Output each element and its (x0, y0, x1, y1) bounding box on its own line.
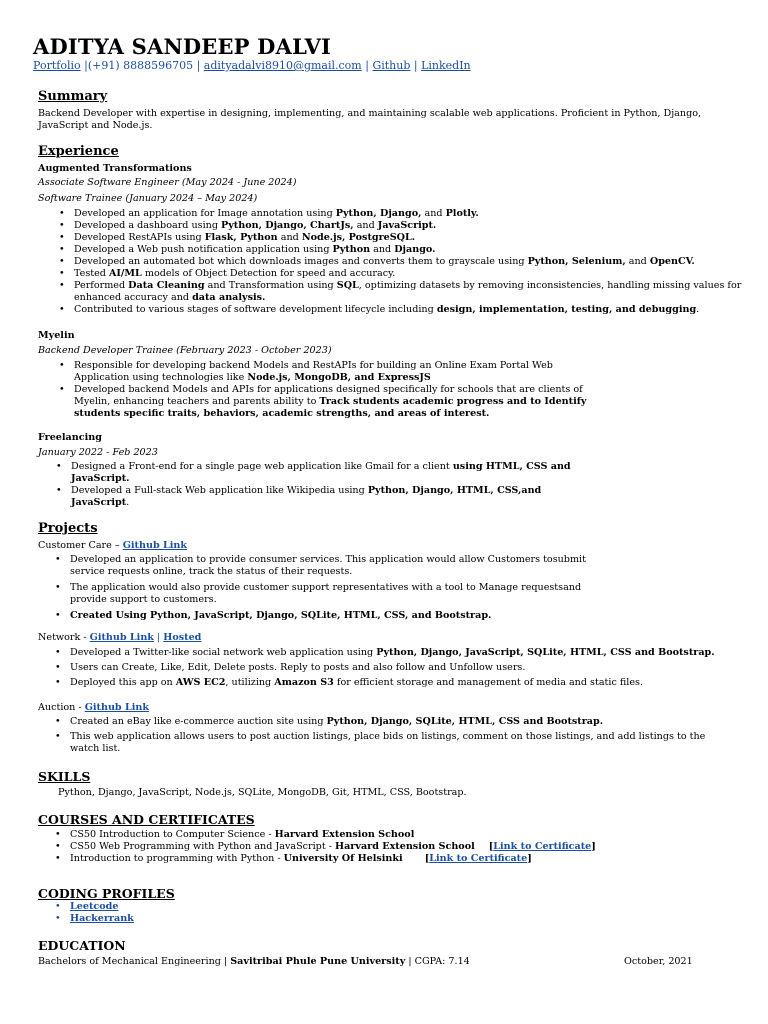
separator: | (193, 59, 204, 72)
phone-number: (+91) 8888596705 (87, 59, 194, 72)
list-item: • CS50 Introduction to Computer Science - Harvard Extension School (55, 829, 415, 840)
summary-line-1: Backend Developer with expertise in designing, implementing, and maintaining scalable web applications. Proficient in Python, Django, (38, 108, 702, 119)
list-item-continuation: provide support to customers. (70, 594, 217, 605)
list-item: • Developed an application to provide consumer services. This application would allow Customers tosubmit (55, 554, 586, 565)
list-item: • The application would also provide customer support representatives with a tool to Manage requestsand (55, 582, 582, 593)
certificate-link-python[interactable]: Link to Certificate (429, 853, 528, 864)
coding-profiles-list (55, 901, 134, 925)
project-network-title: Network - Github Link | Hosted (38, 632, 202, 643)
list-item: • Created Using Python, JavaScript, Django, SQLite, HTML, CSS, and Bootstrap. (55, 610, 492, 621)
list-item: • Developed an application for Image annotation using Python, Django, and Plotly. (59, 208, 479, 219)
role-associate-engineer: Associate Software Engineer (May 2024 - June 2024) (38, 177, 297, 188)
auction-github-link[interactable]: Github Link (84, 702, 149, 713)
list-item: • Users can Create, Like, Edit, Delete posts. Reply to posts and also follow and Unfollow users. (55, 662, 526, 673)
project-customer-care-title: Customer Care – Github Link (38, 540, 187, 551)
certificate-link-web[interactable]: Link to Certificate (493, 841, 592, 852)
list-item: • Developed an automated bot which downloads images and converts them to grayscale using Python, Selenium, and OpenCV. (59, 256, 695, 267)
separator: | (80, 59, 88, 72)
skills-list: Python, Django, JavaScript, Node.js, SQLite, MongoDB, Git, HTML, CSS, Bootstrap. (58, 787, 467, 798)
linkedin-link[interactable]: LinkedIn (421, 59, 471, 72)
network-bullets (55, 647, 715, 689)
projects-heading: Projects (38, 521, 98, 536)
list-item-continuation: Myelin, enhancing teachers and parents ability to Track students academic progress and to Identify (74, 396, 587, 407)
list-item: • Designed a Front-end for a single page web application like Gmail for a client using HTML, CSS and (56, 461, 571, 472)
role-software-trainee: Software Trainee (January 2024 – May 2024) (38, 193, 258, 204)
courses-heading: COURSES AND CERTIFICATES (38, 812, 255, 827)
customer-care-github-link[interactable]: Github Link (122, 540, 187, 551)
list-item-continuation: JavaScript. (71, 497, 130, 508)
list-item: • Created an eBay like e-commerce auction site using Python, Django, SQLite, HTML, CSS and Bootstrap. (55, 716, 604, 727)
list-item: • Hackerrank (55, 913, 134, 924)
list-item: • Developed a dashboard using Python, Django, ChartJs, and JavaScript. (59, 220, 437, 231)
hackerrank-link[interactable]: Hackerrank (70, 913, 134, 924)
list-item: • Developed RestAPIs using Flask, Python and Node.js, PostgreSQL. (59, 232, 416, 243)
education-line: Bachelors of Mechanical Engineering | Savitribai Phule Pune University | CGPA: 7.14 (38, 956, 470, 967)
separator: | (410, 59, 422, 72)
list-item-continuation: enhanced accuracy and data analysis. (74, 292, 266, 303)
company-augmented: Augmented Transformations (38, 163, 192, 174)
education-heading: EDUCATION (38, 938, 126, 953)
coding-profiles-heading: CODING PROFILES (38, 886, 175, 901)
freelancing-bullets (56, 461, 571, 509)
list-item: • Developed a Full-stack Web application like Wikipedia using Python, Django, HTML, CSS,and (56, 485, 542, 496)
github-link[interactable]: Github (372, 59, 411, 72)
augmented-bullets (59, 208, 742, 316)
list-item: • This web application allows users to post auction listings, place bids on listings, comment on those listings, and add listings to the (55, 731, 706, 742)
summary-heading: Summary (38, 89, 108, 104)
list-item-continuation: service requests online, track the status of their requests. (70, 566, 353, 577)
network-hosted-link[interactable]: Hosted (163, 632, 202, 643)
list-item-continuation: JavaScript. (71, 473, 130, 484)
customer-care-bullets (55, 554, 586, 622)
list-item: • Deployed this app on AWS EC2, utilizing Amazon S3 for efficient storage and management of media and static files. (55, 677, 644, 688)
list-item: • Developed a Web push notification application using Python and Django. (59, 244, 436, 255)
list-item-continuation: watch list. (70, 743, 121, 754)
myelin-bullets (59, 360, 587, 420)
list-item: • Contributed to various stages of software development lifecycle including design, implementation, testing, and debugging. (59, 304, 700, 315)
network-github-link[interactable]: Github Link (89, 632, 154, 643)
experience-heading: Experience (38, 144, 119, 159)
list-item: • Performed Data Cleaning and Transformation using SQL, optimizing datasets by removing inconsistencies, handling missing values for (59, 280, 742, 291)
candidate-name: ADITYA SANDEEP DALVI (33, 34, 332, 59)
role-freelancing: January 2022 - Feb 2023 (38, 447, 158, 458)
auction-bullets (55, 716, 706, 755)
email-link[interactable]: adityadalvi8910@gmail.com (203, 59, 362, 72)
list-item: • Tested AI/ML models of Object Detection for speed and accuracy. (59, 268, 396, 279)
role-backend-trainee: Backend Developer Trainee (February 2023 - October 2023) (38, 345, 332, 356)
list-item-continuation: Application using technologies like Node.js, MongoDB, and ExpressJS (74, 372, 431, 383)
leetcode-link[interactable]: Leetcode (70, 901, 119, 912)
company-myelin: Myelin (38, 330, 75, 341)
list-item-continuation: students specific traits, behaviors, academic strengths, and areas of interest. (74, 408, 490, 419)
portfolio-link[interactable]: Portfolio (33, 59, 81, 72)
list-item: • Leetcode (55, 901, 119, 912)
skills-heading: SKILLS (38, 769, 91, 784)
contact-line (33, 59, 471, 72)
list-item: • Introduction to programming with Python - University Of Helsinki [Link to Certificate] (55, 853, 532, 864)
list-item: • Responsible for developing backend Models and RestAPIs for building an Online Exam Portal Web (59, 360, 553, 371)
courses-list (55, 829, 596, 865)
list-item: • Developed backend Models and APIs for applications designed specifically for schools that are clients of (59, 384, 583, 395)
project-auction-title: Auction - Github Link (38, 702, 149, 713)
company-freelancing: Freelancing (38, 432, 102, 443)
education-date: October, 2021 (624, 956, 693, 967)
list-item: • CS50 Web Programming with Python and JavaScript - Harvard Extension School [Link to Certificate] (55, 841, 596, 852)
summary-line-2: JavaScript and Node.js. (38, 120, 153, 131)
list-item: • Developed a Twitter-like social network web application using Python, Django, JavaScript, SQLite, HTML, CSS and Bootstrap. (55, 647, 715, 658)
separator: | (361, 59, 373, 72)
